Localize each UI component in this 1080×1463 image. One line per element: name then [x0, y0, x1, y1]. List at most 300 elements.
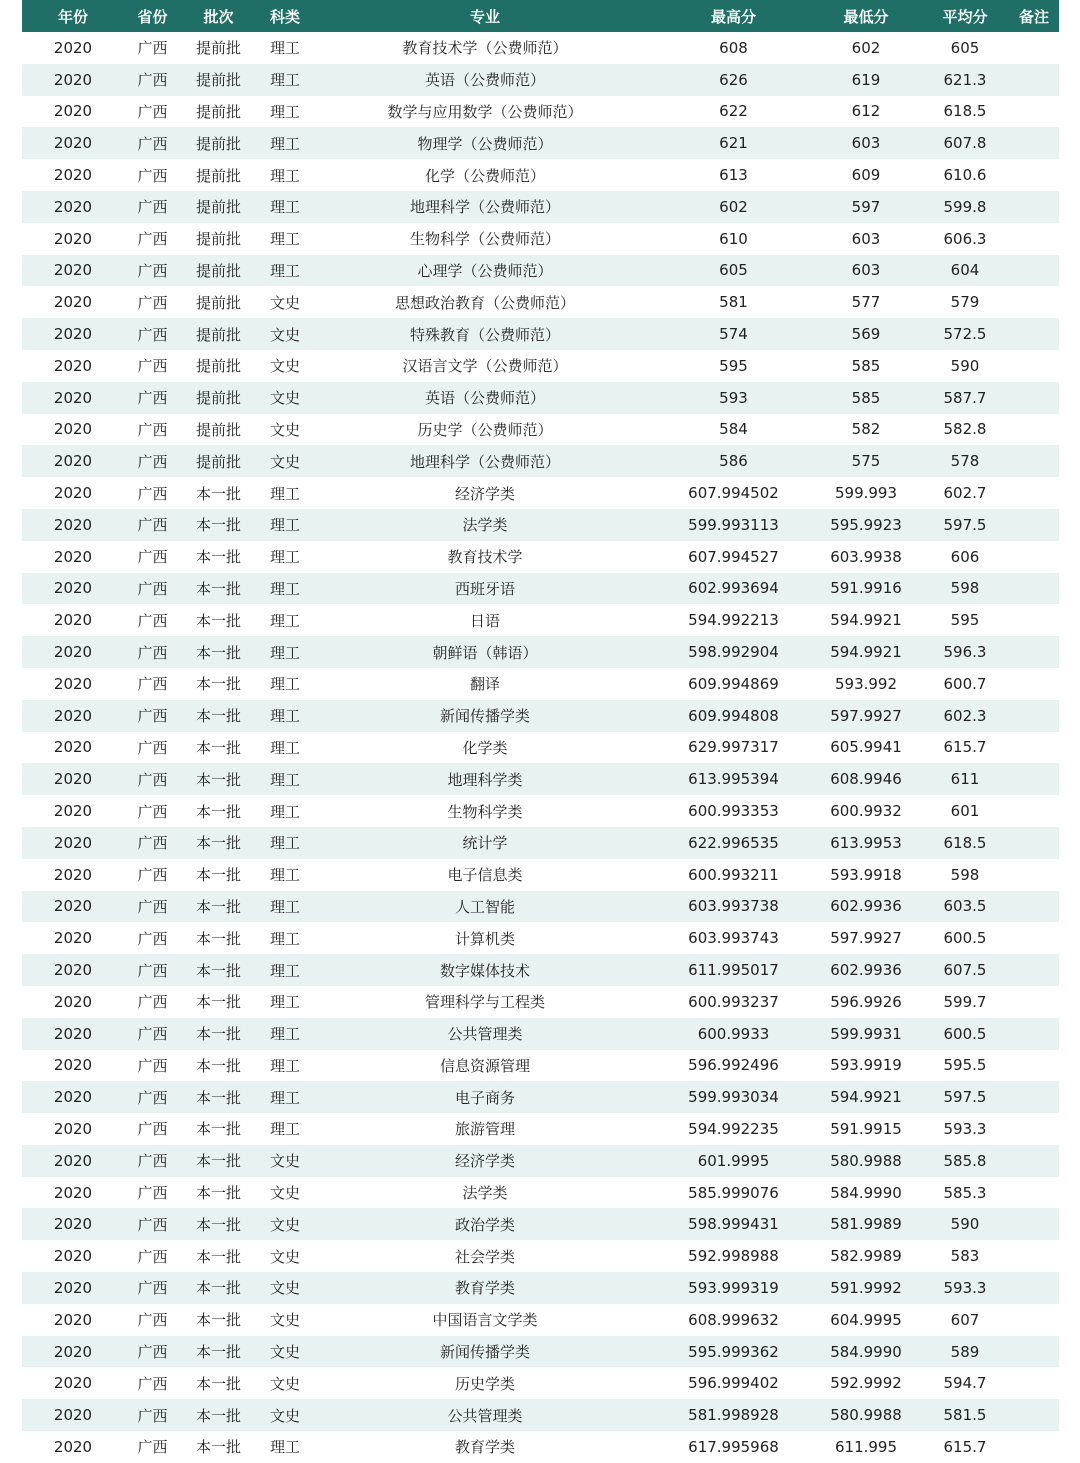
cell-min-score: 594.9921	[811, 636, 921, 668]
cell-province: 广西	[137, 39, 168, 58]
cell-max-score: 607.994502	[688, 484, 779, 503]
cell-year: 2020	[53, 166, 93, 185]
cell-year: 2020	[53, 1247, 93, 1266]
cell-min-score: 581.9989	[811, 1208, 921, 1240]
cell-major: 化学（公费师范）	[424, 166, 545, 185]
cell-category: 文史	[269, 1374, 300, 1393]
cell-category: 理工	[269, 611, 300, 630]
cell-notes	[1009, 1208, 1059, 1240]
cell-max-score: 599.993113	[656, 509, 811, 541]
cell-major: 法学类	[462, 1184, 508, 1203]
cell-major: 地理科学类	[314, 763, 656, 795]
cell-category: 文史	[256, 382, 314, 414]
cell-province: 广西	[124, 1272, 181, 1304]
header-row	[22, 0, 1059, 32]
cell-year: 2020	[53, 802, 93, 821]
table-row	[22, 859, 1059, 891]
cell-notes	[1009, 255, 1059, 287]
cell-max-score: 605	[656, 255, 811, 287]
cell-category: 理工	[269, 738, 300, 757]
cell-province: 广西	[137, 1184, 168, 1203]
cell-min-score: 608.9946	[811, 763, 921, 795]
cell-year: 2020	[22, 191, 124, 223]
cell-max-score: 594.992213	[688, 611, 779, 630]
cell-major: 数学与应用数学（公费师范）	[387, 102, 583, 121]
cell-year: 2020	[53, 1056, 93, 1075]
cell-notes	[1009, 1367, 1059, 1399]
cell-min-score: 603	[811, 255, 921, 287]
cell-batch: 本一批	[181, 1399, 256, 1431]
cell-avg-score: 572.5	[921, 318, 1009, 350]
cell-category: 理工	[269, 1056, 300, 1075]
cell-batch: 本一批	[181, 827, 256, 859]
cell-batch: 本一批	[181, 891, 256, 923]
cell-min-score: 600.9932	[830, 802, 902, 821]
cell-batch: 本一批	[195, 1374, 241, 1393]
table-row	[22, 668, 1059, 700]
cell-category: 文史	[256, 1145, 314, 1177]
cell-category: 文史	[269, 420, 300, 439]
cell-avg-score: 581.5	[921, 1399, 1009, 1431]
cell-min-score: 611.995	[834, 1437, 898, 1456]
cell-batch: 提前批	[195, 293, 241, 312]
table-row	[22, 255, 1059, 287]
cell-notes	[1009, 1177, 1059, 1209]
cell-province: 广西	[124, 573, 181, 605]
cell-province: 广西	[137, 675, 168, 694]
cell-major: 特殊教育（公费师范）	[314, 318, 656, 350]
cell-batch: 提前批	[181, 255, 256, 287]
header-province: 省份	[124, 0, 181, 32]
cell-year: 2020	[53, 865, 93, 884]
cell-major: 中国语言文学类	[432, 1311, 538, 1330]
cell-max-score: 613.995394	[656, 763, 811, 795]
cell-min-score: 591.9992	[811, 1272, 921, 1304]
cell-category: 理工	[256, 127, 314, 159]
cell-category: 理工	[256, 763, 314, 795]
cell-min-score: 602.9936	[811, 954, 921, 986]
cell-major: 计算机类	[454, 929, 515, 948]
cell-min-score: 582	[851, 420, 881, 439]
cell-major: 旅游管理	[454, 1120, 515, 1139]
table-row	[22, 827, 1059, 859]
cell-max-score: 593.999319	[656, 1272, 811, 1304]
cell-province: 广西	[137, 293, 168, 312]
cell-min-score: 575	[811, 445, 921, 477]
cell-avg-score: 597.5	[921, 509, 1009, 541]
cell-category: 文史	[256, 1336, 314, 1368]
cell-avg-score: 611	[921, 763, 1009, 795]
cell-province: 广西	[137, 866, 168, 885]
cell-notes	[1009, 32, 1059, 64]
table-row	[22, 1367, 1059, 1399]
cell-min-score: 619	[811, 64, 921, 96]
cell-notes	[1009, 159, 1059, 191]
cell-category: 理工	[269, 929, 300, 948]
cell-max-score: 603.993743	[688, 929, 779, 948]
cell-max-score: 602	[656, 191, 811, 223]
cell-year: 2020	[22, 382, 124, 414]
cell-batch: 本一批	[181, 954, 256, 986]
cell-min-score: 599.993	[834, 484, 898, 503]
cell-min-score: 609	[851, 166, 881, 185]
table-row	[22, 1177, 1059, 1209]
cell-avg-score: 590	[921, 1208, 1009, 1240]
cell-province: 广西	[137, 1438, 168, 1457]
cell-avg-score: 593.3	[943, 1119, 987, 1138]
cell-avg-score: 599.8	[921, 191, 1009, 223]
header-category: 科类	[256, 0, 314, 32]
cell-major: 教育学类	[314, 1272, 656, 1304]
cell-avg-score: 590	[950, 356, 980, 375]
cell-max-score: 584	[719, 420, 748, 439]
cell-batch: 提前批	[195, 357, 241, 376]
cell-avg-score: 606.3	[943, 229, 987, 248]
cell-province: 广西	[124, 891, 181, 923]
cell-min-score: 597.9927	[830, 929, 902, 948]
cell-min-score: 597	[811, 191, 921, 223]
header-year: 年份	[22, 0, 124, 32]
cell-province: 广西	[124, 763, 181, 795]
cell-major: 人工智能	[314, 891, 656, 923]
cell-max-score: 581	[719, 293, 748, 312]
cell-batch: 本一批	[195, 548, 241, 567]
cell-notes	[1009, 127, 1059, 159]
cell-category: 文史	[269, 1184, 300, 1203]
cell-province: 广西	[137, 1247, 168, 1266]
cell-notes	[1009, 445, 1059, 477]
cell-min-score: 580.9988	[811, 1399, 921, 1431]
cell-min-score: 604.9995	[830, 1310, 902, 1329]
table-row	[22, 1431, 1059, 1463]
cell-max-score: 613	[719, 166, 748, 185]
cell-max-score: 621	[656, 127, 811, 159]
cell-notes	[1009, 700, 1059, 732]
cell-notes	[1009, 954, 1059, 986]
cell-year: 2020	[22, 1272, 124, 1304]
cell-notes	[1009, 1081, 1059, 1113]
cell-avg-score: 605	[950, 38, 980, 57]
table-row	[22, 445, 1059, 477]
cell-major: 化学类	[462, 738, 508, 757]
cell-batch: 本一批	[181, 509, 256, 541]
cell-min-score: 591.9916	[811, 573, 921, 605]
cell-year: 2020	[22, 509, 124, 541]
cell-max-score: 609.994869	[688, 674, 779, 693]
cell-notes	[1009, 509, 1059, 541]
cell-batch: 提前批	[181, 64, 256, 96]
cell-year: 2020	[53, 1310, 93, 1329]
cell-min-score: 585	[851, 356, 881, 375]
cell-avg-score: 607	[950, 1310, 980, 1329]
cell-notes	[1009, 986, 1059, 1018]
cell-avg-score: 582.8	[943, 420, 987, 439]
table-body	[22, 32, 1059, 1463]
cell-year: 2020	[53, 484, 93, 503]
cell-batch: 本一批	[195, 738, 241, 757]
cell-max-score: 608.999632	[688, 1310, 779, 1329]
cell-avg-score: 600.7	[943, 674, 987, 693]
cell-year: 2020	[53, 356, 93, 375]
cell-category: 文史	[256, 1399, 314, 1431]
cell-max-score: 626	[656, 64, 811, 96]
cell-province: 广西	[124, 445, 181, 477]
cell-province: 广西	[137, 166, 168, 185]
cell-notes	[1009, 191, 1059, 223]
cell-batch: 本一批	[195, 1120, 241, 1139]
table-row	[22, 127, 1059, 159]
cell-max-score: 574	[656, 318, 811, 350]
table-row	[22, 350, 1059, 382]
cell-year: 2020	[53, 1183, 93, 1202]
cell-avg-score: 603.5	[921, 891, 1009, 923]
cell-batch: 本一批	[195, 1056, 241, 1075]
cell-max-score: 617.995968	[688, 1437, 779, 1456]
cell-batch: 本一批	[195, 929, 241, 948]
cell-category: 文史	[256, 445, 314, 477]
cell-province: 广西	[137, 611, 168, 630]
cell-year: 2020	[22, 636, 124, 668]
cell-avg-score: 598	[950, 865, 980, 884]
cell-major: 公共管理类	[314, 1399, 656, 1431]
cell-major: 统计学	[314, 827, 656, 859]
cell-major: 公共管理类	[314, 1018, 656, 1050]
cell-notes	[1009, 286, 1059, 318]
cell-min-score: 577	[851, 293, 881, 312]
cell-year: 2020	[22, 827, 124, 859]
cell-year: 2020	[53, 674, 93, 693]
cell-avg-score: 599.7	[943, 992, 987, 1011]
cell-batch: 本一批	[181, 1081, 256, 1113]
cell-category: 理工	[269, 866, 300, 885]
cell-major: 物理学（公费师范）	[314, 127, 656, 159]
cell-major: 教育技术学（公费师范）	[402, 39, 568, 58]
cell-batch: 本一批	[181, 636, 256, 668]
cell-batch: 本一批	[181, 1018, 256, 1050]
cell-year: 2020	[22, 700, 124, 732]
cell-avg-score: 595	[950, 611, 980, 630]
cell-major: 西班牙语	[314, 573, 656, 605]
cell-category: 理工	[256, 954, 314, 986]
cell-max-score: 609.994808	[656, 700, 811, 732]
cell-notes	[1009, 223, 1059, 255]
cell-batch: 提前批	[181, 127, 256, 159]
cell-year: 2020	[22, 1336, 124, 1368]
cell-category: 理工	[256, 191, 314, 223]
cell-batch: 本一批	[195, 802, 241, 821]
cell-year: 2020	[53, 929, 93, 948]
cell-year: 2020	[53, 611, 93, 630]
table-row	[22, 1336, 1059, 1368]
cell-max-score: 601.9995	[656, 1145, 811, 1177]
cell-notes	[1009, 64, 1059, 96]
cell-notes	[1009, 1145, 1059, 1177]
table-row	[22, 636, 1059, 668]
cell-category: 理工	[256, 64, 314, 96]
cell-notes	[1009, 763, 1059, 795]
cell-year: 2020	[22, 1018, 124, 1050]
table-row	[22, 286, 1059, 318]
cell-category: 理工	[269, 484, 300, 503]
cell-category: 理工	[256, 1081, 314, 1113]
table-row	[22, 573, 1059, 605]
cell-category: 理工	[269, 1438, 300, 1457]
cell-year: 2020	[53, 738, 93, 757]
cell-province: 广西	[124, 255, 181, 287]
cell-province: 广西	[137, 484, 168, 503]
cell-min-score: 593.9918	[830, 865, 902, 884]
table-row	[22, 1272, 1059, 1304]
cell-avg-score: 615.7	[943, 738, 987, 757]
cell-batch: 提前批	[181, 318, 256, 350]
header-min-score: 最低分	[811, 0, 921, 32]
cell-min-score: 603	[811, 127, 921, 159]
cell-min-score: 584.9990	[830, 1183, 902, 1202]
cell-max-score: 595.999362	[656, 1336, 811, 1368]
table-row	[22, 986, 1059, 1018]
cell-province: 广西	[137, 102, 168, 121]
cell-max-score: 586	[656, 445, 811, 477]
cell-province: 广西	[124, 191, 181, 223]
cell-avg-score: 604	[921, 255, 1009, 287]
cell-max-score: 598.999431	[656, 1208, 811, 1240]
cell-min-score: 580.9988	[811, 1145, 921, 1177]
cell-major: 心理学（公费师范）	[314, 255, 656, 287]
cell-province: 广西	[137, 1311, 168, 1330]
table-row	[22, 1399, 1059, 1431]
table-row	[22, 509, 1059, 541]
cell-year: 2020	[53, 420, 93, 439]
cell-major: 管理科学与工程类	[424, 993, 545, 1012]
cell-avg-score: 602.3	[921, 700, 1009, 732]
cell-min-score: 591.9915	[830, 1119, 902, 1138]
cell-batch: 提前批	[181, 191, 256, 223]
cell-notes	[1009, 1018, 1059, 1050]
cell-avg-score: 607.5	[921, 954, 1009, 986]
table-row	[22, 191, 1059, 223]
cell-category: 文史	[256, 318, 314, 350]
cell-avg-score: 583	[950, 1247, 980, 1266]
cell-max-score: 596.992496	[688, 1056, 779, 1075]
cell-province: 广西	[124, 700, 181, 732]
cell-max-score: 585.999076	[688, 1183, 779, 1202]
cell-min-score: 612	[851, 102, 881, 121]
table-row	[22, 1304, 1059, 1336]
cell-province: 广西	[124, 1399, 181, 1431]
cell-year: 2020	[22, 64, 124, 96]
cell-province: 广西	[137, 1120, 168, 1139]
cell-major: 英语（公费师范）	[314, 64, 656, 96]
cell-avg-score: 621.3	[921, 64, 1009, 96]
cell-notes	[1009, 96, 1059, 128]
cell-batch: 提前批	[195, 166, 241, 185]
cell-year: 2020	[22, 891, 124, 923]
cell-major: 历史学类	[454, 1374, 515, 1393]
cell-min-score: 594.9921	[811, 1081, 921, 1113]
cell-major: 生物科学（公费师范）	[409, 230, 560, 249]
cell-major: 数字媒体技术	[314, 954, 656, 986]
table-row	[22, 795, 1059, 827]
cell-year: 2020	[22, 255, 124, 287]
cell-year: 2020	[22, 445, 124, 477]
cell-major: 经济学类	[454, 484, 515, 503]
table-row	[22, 1208, 1059, 1240]
cell-province: 广西	[137, 929, 168, 948]
cell-min-score: 593.9919	[830, 1056, 902, 1075]
cell-avg-score: 594.7	[943, 1374, 987, 1393]
cell-batch: 本一批	[195, 1247, 241, 1266]
cell-avg-score: 598	[921, 573, 1009, 605]
cell-batch: 本一批	[181, 1145, 256, 1177]
cell-avg-score: 600.5	[921, 1018, 1009, 1050]
cell-min-score: 582.9989	[830, 1247, 902, 1266]
cell-max-score: 598.992904	[656, 636, 811, 668]
cell-province: 广西	[124, 1208, 181, 1240]
cell-notes	[1009, 795, 1059, 827]
header-max-score: 最高分	[656, 0, 811, 32]
cell-year: 2020	[53, 1437, 93, 1456]
cell-category: 理工	[269, 802, 300, 821]
cell-year: 2020	[53, 992, 93, 1011]
cell-major: 历史学（公费师范）	[417, 420, 553, 439]
cell-batch: 提前批	[181, 445, 256, 477]
cell-major: 汉语言文学（公费师范）	[402, 357, 568, 376]
cell-min-score: 569	[811, 318, 921, 350]
cell-notes	[1009, 636, 1059, 668]
header-avg-score: 平均分	[921, 0, 1009, 32]
cell-year: 2020	[22, 127, 124, 159]
cell-notes	[1009, 382, 1059, 414]
cell-notes	[1009, 604, 1059, 636]
cell-max-score: 599.993034	[656, 1081, 811, 1113]
cell-major: 地理科学（公费师范）	[314, 191, 656, 223]
cell-batch: 本一批	[195, 993, 241, 1012]
table-row	[22, 763, 1059, 795]
cell-min-score: 599.9931	[811, 1018, 921, 1050]
table-row	[22, 732, 1059, 764]
cell-province: 广西	[124, 318, 181, 350]
cell-province: 广西	[124, 509, 181, 541]
cell-avg-score: 602.7	[943, 484, 987, 503]
cell-notes	[1009, 1050, 1059, 1082]
cell-batch: 提前批	[195, 420, 241, 439]
cell-major: 地理科学（公费师范）	[314, 445, 656, 477]
table-row	[22, 477, 1059, 509]
cell-notes	[1009, 922, 1059, 954]
cell-batch: 本一批	[181, 1208, 256, 1240]
cell-province: 广西	[124, 1018, 181, 1050]
cell-notes	[1009, 1113, 1059, 1145]
cell-category: 理工	[256, 1018, 314, 1050]
cell-major: 社会学类	[454, 1247, 515, 1266]
cell-avg-score: 585.8	[921, 1145, 1009, 1177]
cell-province: 广西	[137, 1374, 168, 1393]
cell-category: 文史	[269, 1247, 300, 1266]
cell-notes	[1009, 1399, 1059, 1431]
table-row	[22, 64, 1059, 96]
cell-avg-score: 618.5	[921, 827, 1009, 859]
cell-province: 广西	[124, 382, 181, 414]
table-row	[22, 414, 1059, 446]
cell-max-score: 592.998988	[688, 1247, 779, 1266]
cell-max-score: 622	[719, 102, 748, 121]
cell-notes	[1009, 1336, 1059, 1368]
cell-major: 教育技术学	[447, 548, 523, 567]
cell-major: 电子信息类	[447, 866, 523, 885]
cell-province: 广西	[124, 954, 181, 986]
cell-min-score: 603.9938	[830, 547, 902, 566]
cell-max-score: 608	[719, 38, 748, 57]
